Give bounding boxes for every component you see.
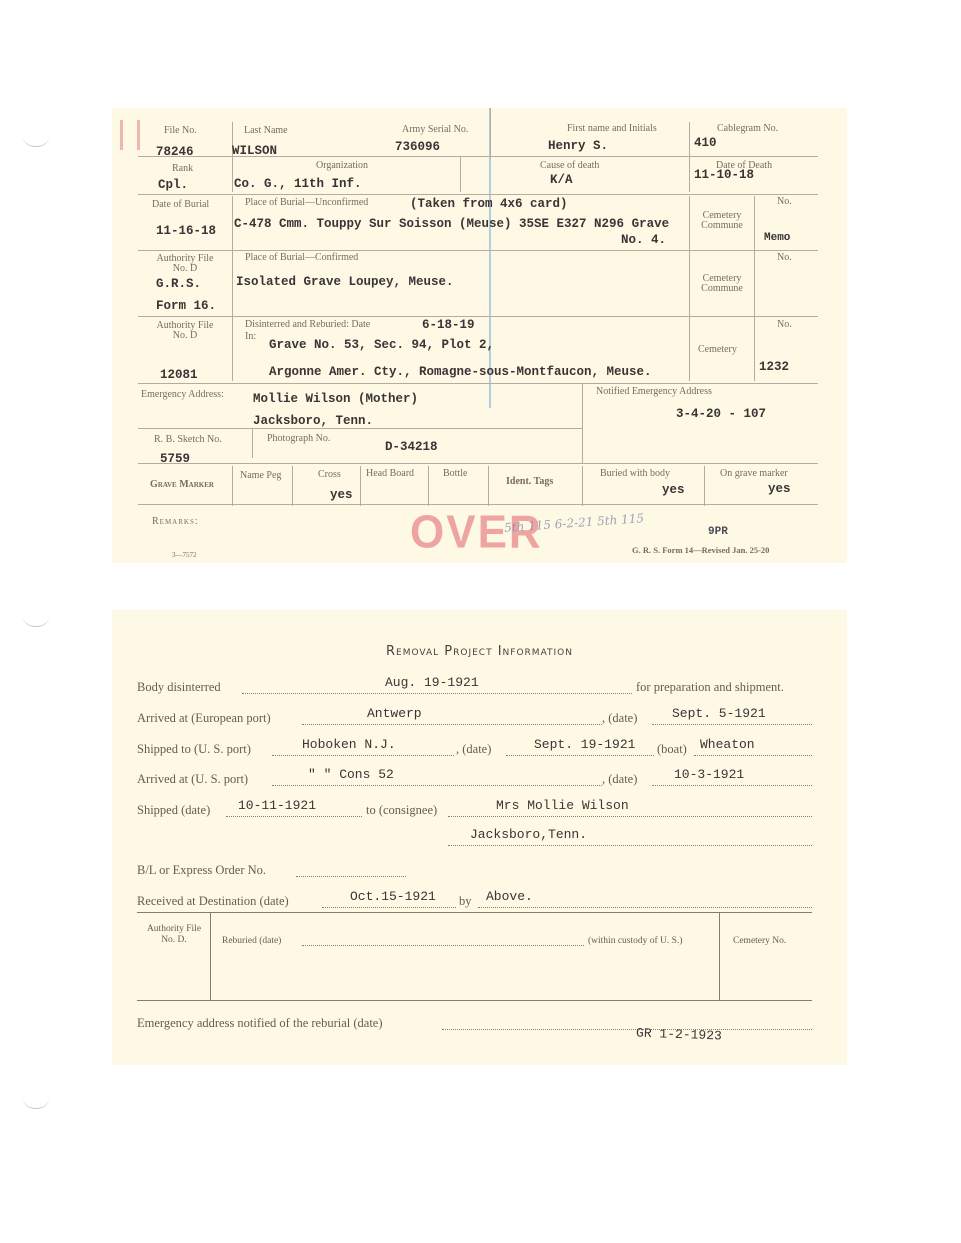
notified: 3-4-20 - 107	[676, 407, 767, 421]
custody-label: (within custody of U. S.)	[588, 936, 683, 946]
boat-label: (boat)	[657, 742, 687, 756]
burial-confirmed: Isolated Grave Loupey, Meuse.	[236, 275, 454, 289]
cause-label: Cause of death	[540, 160, 600, 171]
rank-label: Rank	[172, 163, 194, 174]
initials: 9PR	[708, 526, 728, 538]
arrived-us: " " Cons 52	[308, 767, 394, 782]
arrived-us-label: Arrived at (U. S. port)	[137, 772, 249, 786]
first-name: Henry S.	[548, 139, 609, 153]
received-label: Received at Destination (date)	[137, 894, 289, 908]
photograph-label: Photograph No.	[267, 433, 331, 444]
burial-record-card	[112, 108, 847, 563]
file-no-label: File No.	[164, 125, 197, 136]
punch-hole-2	[22, 614, 50, 627]
cross: yes	[330, 488, 353, 502]
reburied-line1: Grave No. 53, Sec. 94, Plot 2,	[269, 338, 495, 352]
shipped-us: Hoboken N.J.	[302, 737, 396, 752]
grave-marker-label: Grave Marker	[150, 479, 214, 490]
body-disinterred-label: Body disinterred	[137, 680, 221, 694]
punch-hole-3	[22, 1096, 50, 1109]
authority-1-line2: Form 16.	[156, 299, 217, 313]
prep-label: for preparation and shipment.	[636, 680, 784, 694]
buried-with-body: yes	[662, 483, 685, 497]
handwritten-note: 5th 115 6-2-21 5th 115	[503, 511, 645, 535]
shipped-us-date: Sept. 19-1921	[534, 737, 636, 752]
organization: Co. G., 11th Inf.	[234, 177, 362, 191]
authority-label: Authority File No. D.	[146, 924, 202, 945]
no-label-2: No.	[777, 252, 792, 263]
disinterred-label: Disinterred and Reburied: Date	[245, 319, 371, 330]
remarks-label: Remarks:	[152, 516, 199, 527]
arrived-us-date-label: , (date)	[602, 772, 638, 786]
removal-title: Removal Project Information	[386, 644, 573, 659]
shipped-date: 10-11-1921	[238, 798, 317, 813]
cross-label: Cross	[318, 469, 341, 480]
consignee-line1: Mrs Mollie Wilson	[496, 798, 629, 813]
last-name-label: Last Name	[244, 125, 288, 136]
cemetery-label: Cemetery	[698, 344, 737, 355]
body-disinterred: Aug. 19-1921	[385, 675, 479, 690]
authority-label-2: Authority File No. D	[156, 320, 214, 341]
authority-1-line1: G.R.S.	[156, 277, 202, 291]
army-serial-label: Army Serial No.	[402, 124, 469, 135]
first-name-label: First name and Initials	[567, 123, 657, 134]
arrived-us-date: 10-3-1921	[674, 767, 745, 782]
form-code: 3—7572	[172, 551, 197, 559]
arrived-eu: Antwerp	[367, 706, 422, 721]
army-serial: 736096	[395, 140, 441, 154]
by: Above.	[486, 889, 533, 904]
rank: Cpl.	[158, 178, 189, 192]
reburied-line2: Argonne Amer. Cty., Romagne-sous-Montfaucon, Meuse.	[269, 365, 652, 379]
received-date: Oct.15-1921	[350, 889, 436, 904]
cemetery-no: 1232	[759, 360, 790, 374]
authority-2: 12081	[160, 368, 198, 382]
burial-unconfirmed-line2: No. 4.	[621, 233, 667, 247]
ident-tags-label: Ident. Tags	[506, 476, 554, 487]
date-burial: 11-16-18	[156, 224, 217, 238]
arrived-eu-date-label: , (date)	[602, 711, 638, 725]
cablegram-label: Cablegram No.	[717, 123, 779, 134]
burial-confirmed-label: Place of Burial—Confirmed	[245, 252, 359, 263]
on-grave-marker: yes	[768, 482, 791, 496]
emergency-notified-label: Emergency address notified of the reburial (date)	[137, 1016, 383, 1030]
on-grave-marker-label: On grave marker	[720, 468, 788, 479]
authority-label-1: Authority File No. D	[156, 253, 214, 274]
over-stamp: OVER	[410, 506, 543, 559]
cemetery-commune-label-2: Cemetery Commune	[701, 273, 743, 294]
rb-sketch-label: R. B. Sketch No.	[154, 434, 222, 445]
cemetery-no-label: Cemetery No.	[733, 936, 787, 946]
rb-sketch: 5759	[160, 452, 191, 466]
cause: K/A	[550, 173, 573, 187]
emergency-line1: Mollie Wilson (Mother)	[253, 392, 419, 406]
consignee-label: to (consignee)	[366, 803, 438, 817]
shipped-date-label: Shipped (date)	[137, 803, 211, 817]
date-death-label: Date of Death	[716, 160, 773, 171]
no-label-3: No.	[777, 319, 792, 330]
cablegram: 410	[694, 136, 717, 150]
in-label: In:	[245, 331, 257, 342]
arrived-eu-date: Sept. 5-1921	[672, 706, 766, 721]
boat: Wheaton	[700, 737, 755, 752]
photograph: D-34218	[385, 440, 438, 454]
reburied-label: Reburied (date)	[222, 936, 282, 946]
memo: Memo	[764, 232, 791, 244]
burial-unconfirmed-label: Place of Burial—Unconfirmed	[245, 197, 369, 208]
shipped-us-label: Shipped to (U. S. port)	[137, 742, 251, 756]
arrived-eu-label: Arrived at (European port)	[137, 711, 271, 725]
name-peg-label: Name Peg	[240, 470, 282, 481]
notified-label: Notified Emergency Address	[596, 386, 712, 397]
burial-unconfirmed-line1: C-478 Cmm. Touppy Sur Soisson (Meuse) 35SE E327 N296 Grave	[234, 217, 670, 231]
emergency-label: Emergency Address:	[141, 389, 224, 400]
burial-unconfirmed-note: (Taken from 4x6 card)	[410, 197, 568, 211]
emergency-line2: Jacksboro, Tenn.	[253, 414, 374, 428]
form-label: G. R. S. Form 14—Revised Jan. 25-20	[632, 545, 770, 555]
no-label-1: No.	[777, 196, 792, 207]
file-no: 78246	[156, 145, 194, 159]
red-clip-mark	[120, 120, 140, 150]
date-burial-label: Date of Burial	[152, 199, 210, 210]
disinterred-date: 6-18-19	[422, 318, 475, 332]
punch-hole-1	[22, 134, 50, 147]
date-death: 11-10-18	[694, 168, 755, 182]
cemetery-commune-label-1: Cemetery Commune	[701, 210, 743, 231]
organization-label: Organization	[316, 160, 369, 171]
buried-with-body-label: Buried with body	[600, 468, 670, 479]
head-board-label: Head Board	[366, 468, 415, 479]
removal-project-card	[112, 610, 847, 1065]
bl-label: B/L or Express Order No.	[137, 863, 267, 877]
shipped-us-date-label: , (date)	[456, 742, 492, 756]
by-label: by	[459, 894, 472, 908]
bottle-label: Bottle	[443, 468, 468, 479]
emergency-notified: GR 1-2-1923	[635, 1025, 723, 1044]
consignee-line2: Jacksboro,Tenn.	[470, 827, 588, 842]
last-name: WILSON	[232, 144, 278, 158]
